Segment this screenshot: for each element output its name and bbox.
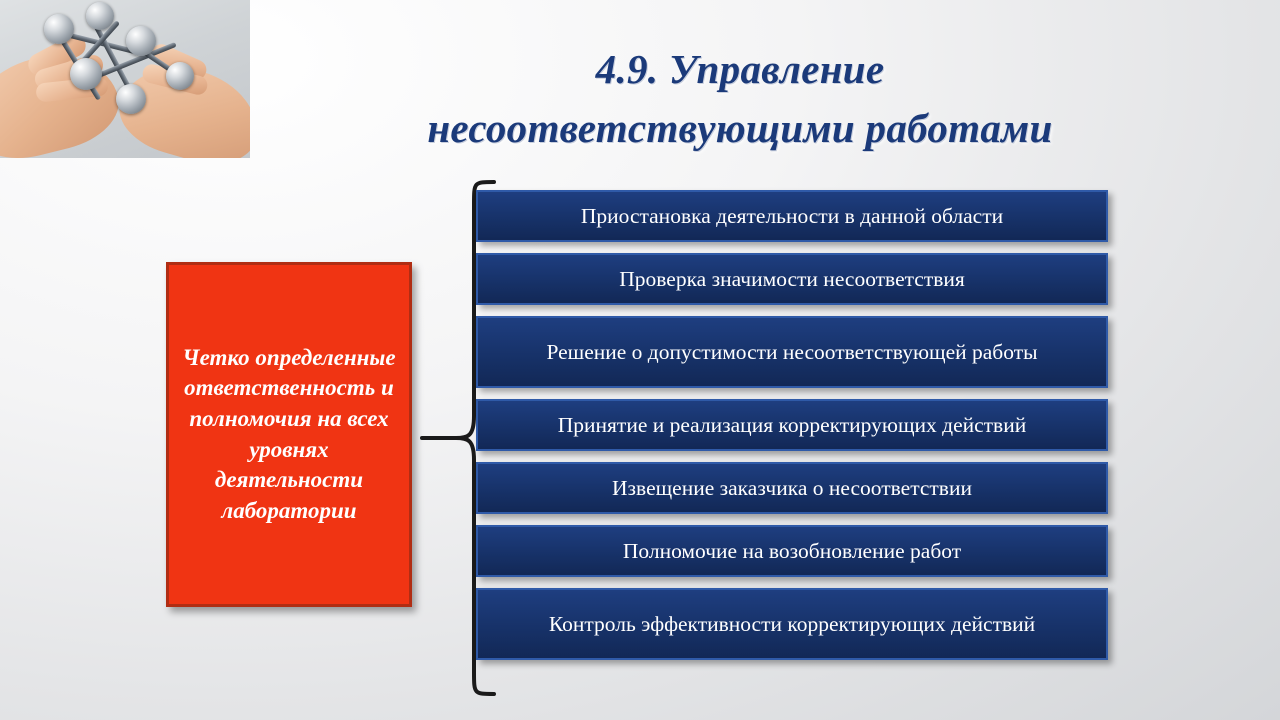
molecule-atom [70, 58, 102, 90]
molecule-atom [126, 26, 156, 56]
list-item-label: Решение о допустимости несоответствующей работы [546, 339, 1038, 364]
molecule-atom [44, 14, 74, 44]
list-item [476, 525, 1108, 577]
list-item-label: Извещение заказчика о несоответствии [612, 475, 972, 500]
slide-title-line-1: 4.9. Управление [595, 46, 885, 92]
list-item-label: Принятие и реализация корректирующих действий [557, 412, 1027, 437]
slide-title-line-2: несоответствующими работами [427, 105, 1053, 152]
list-item [476, 588, 1108, 660]
list-item [476, 190, 1108, 242]
molecule-atom [166, 62, 194, 90]
slide-title [270, 40, 1210, 158]
list-item [476, 462, 1108, 514]
list-item [476, 399, 1108, 451]
source-box-label: Четко определенные ответственность и полномочия на всех уровнях деятельности лаборатории [182, 344, 396, 523]
items-list [476, 190, 1108, 671]
list-item [476, 253, 1108, 305]
list-item-label: Приостановка деятельности в данной области [580, 203, 1004, 228]
list-item-label: Полномочие на возобновление работ [622, 538, 962, 563]
molecule-atom [116, 84, 146, 114]
decorative-photo-molecule [0, 0, 250, 158]
list-item-label: Проверка значимости несоответствия [619, 266, 965, 291]
list-item-label: Контроль эффективности корректирующих действий [548, 611, 1036, 636]
source-box [166, 262, 412, 607]
list-item [476, 316, 1108, 388]
molecule-atom [86, 2, 114, 30]
